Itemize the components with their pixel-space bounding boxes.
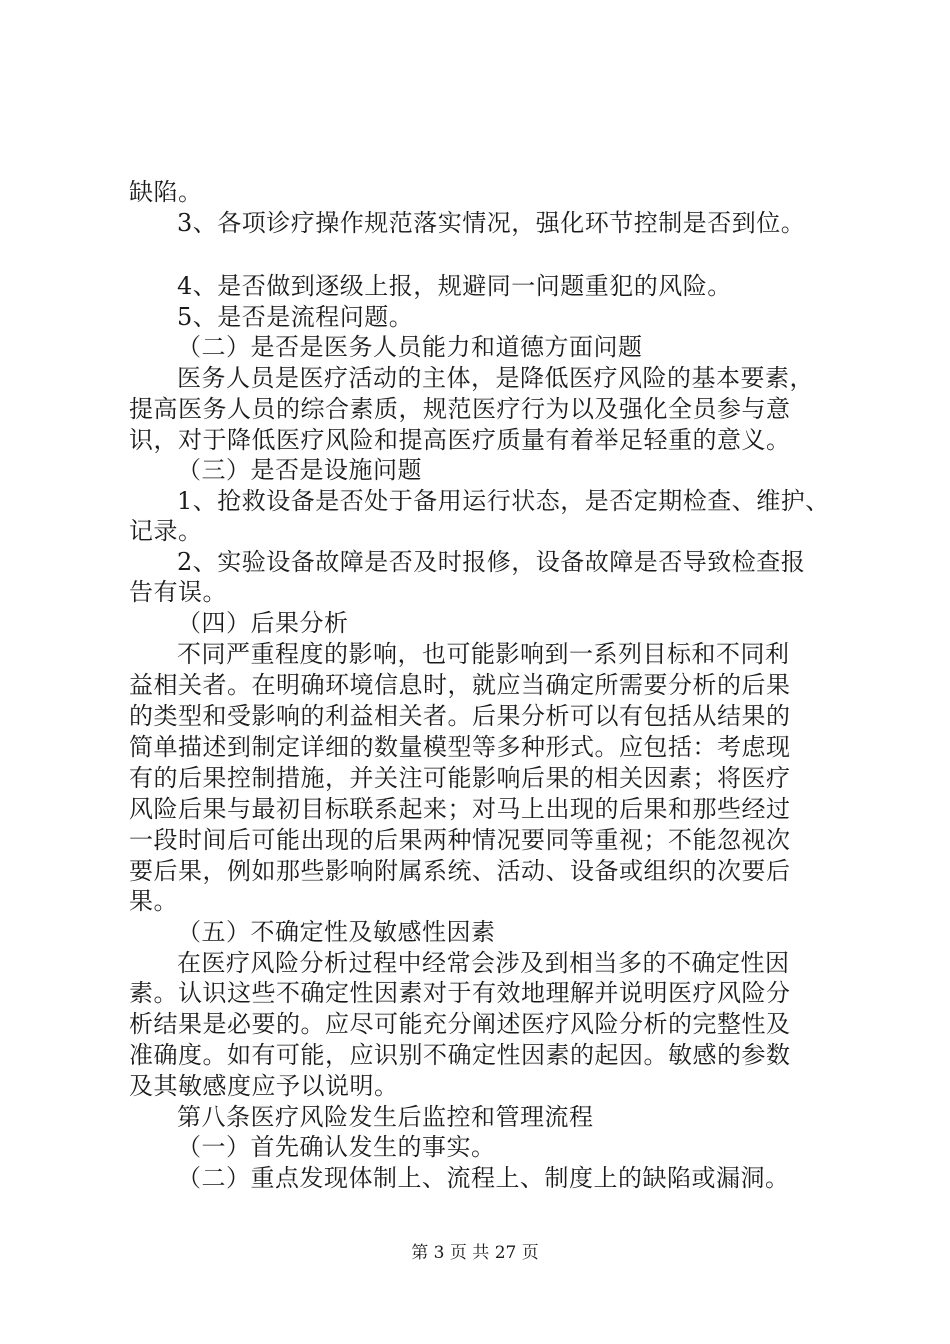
text-line: 3、各项诊疗操作规范落实情况，强化环节控制是否到位。 [177, 209, 806, 237]
text-line: 5、是否是流程问题。 [177, 303, 414, 331]
text-line: 风险后果与最初目标联系起来；对马上出现的后果和那些经过 [129, 795, 791, 823]
section-heading: （二）是否是医务人员能力和道德方面问题 [177, 333, 643, 361]
text-line: 医务人员是医疗活动的主体，是降低医疗风险的基本要素， [177, 364, 814, 392]
text-line: 有的后果控制措施，并关注可能影响后果的相关因素；将医疗 [129, 764, 791, 792]
text-line: 记录。 [129, 517, 203, 545]
article-heading: 第八条医疗风险发生后监控和管理流程 [177, 1103, 594, 1131]
text-line: 益相关者。在明确环境信息时，就应当确定所需要分析的后果 [129, 671, 791, 699]
text-line: 1、抢救设备是否处于备用运行状态，是否定期检查、维护、 [177, 487, 830, 515]
text-line: 一段时间后可能出现的后果两种情况要同等重视；不能忽视次 [129, 826, 791, 854]
text-line: 素。认识这些不确定性因素对于有效地理解并说明医疗风险分 [129, 979, 791, 1007]
text-line: 果。 [129, 887, 178, 915]
text-line: 识，对于降低医疗风险和提高医疗质量有着举足轻重的意义。 [129, 426, 791, 454]
text-line: （二）重点发现体制上、流程上、制度上的缺陷或漏洞。 [177, 1164, 790, 1192]
text-line: 告有误。 [129, 578, 227, 606]
text-line: 不同严重程度的影响，也可能影响到一系列目标和不同利 [177, 640, 790, 668]
text-line: 要后果，例如那些影响附属系统、活动、设备或组织的次要后 [129, 857, 791, 885]
text-line: 缺陷。 [129, 178, 203, 206]
text-line: 4、是否做到逐级上报，规避同一问题重犯的风险。 [177, 272, 732, 300]
text-line: 2、实验设备故障是否及时报修，设备故障是否导致检查报 [177, 548, 806, 576]
text-line: 的类型和受影响的利益相关者。后果分析可以有包括从结果的 [129, 702, 791, 730]
text-line: （一）首先确认发生的事实。 [177, 1133, 496, 1161]
text-line: 提高医务人员的综合素质，规范医疗行为以及强化全员参与意 [129, 395, 791, 423]
text-line: 准确度。如有可能，应识别不确定性因素的起因。敏感的参数 [129, 1041, 791, 1069]
text-line: 在医疗风险分析过程中经常会涉及到相当多的不确定性因 [177, 949, 790, 977]
text-line: 及其敏感度应予以说明。 [129, 1072, 399, 1100]
text-line: 析结果是必要的。应尽可能充分阐述医疗风险分析的完整性及 [129, 1010, 791, 1038]
section-heading: （五）不确定性及敏感性因素 [177, 918, 496, 946]
page-number-footer: 第 3 页 共 27 页 [411, 1243, 539, 1263]
section-heading: （四）后果分析 [177, 609, 349, 637]
text-line: 简单描述到制定详细的数量模型等多种形式。应包括：考虑现 [129, 733, 791, 761]
section-heading: （三）是否是设施问题 [177, 456, 422, 484]
